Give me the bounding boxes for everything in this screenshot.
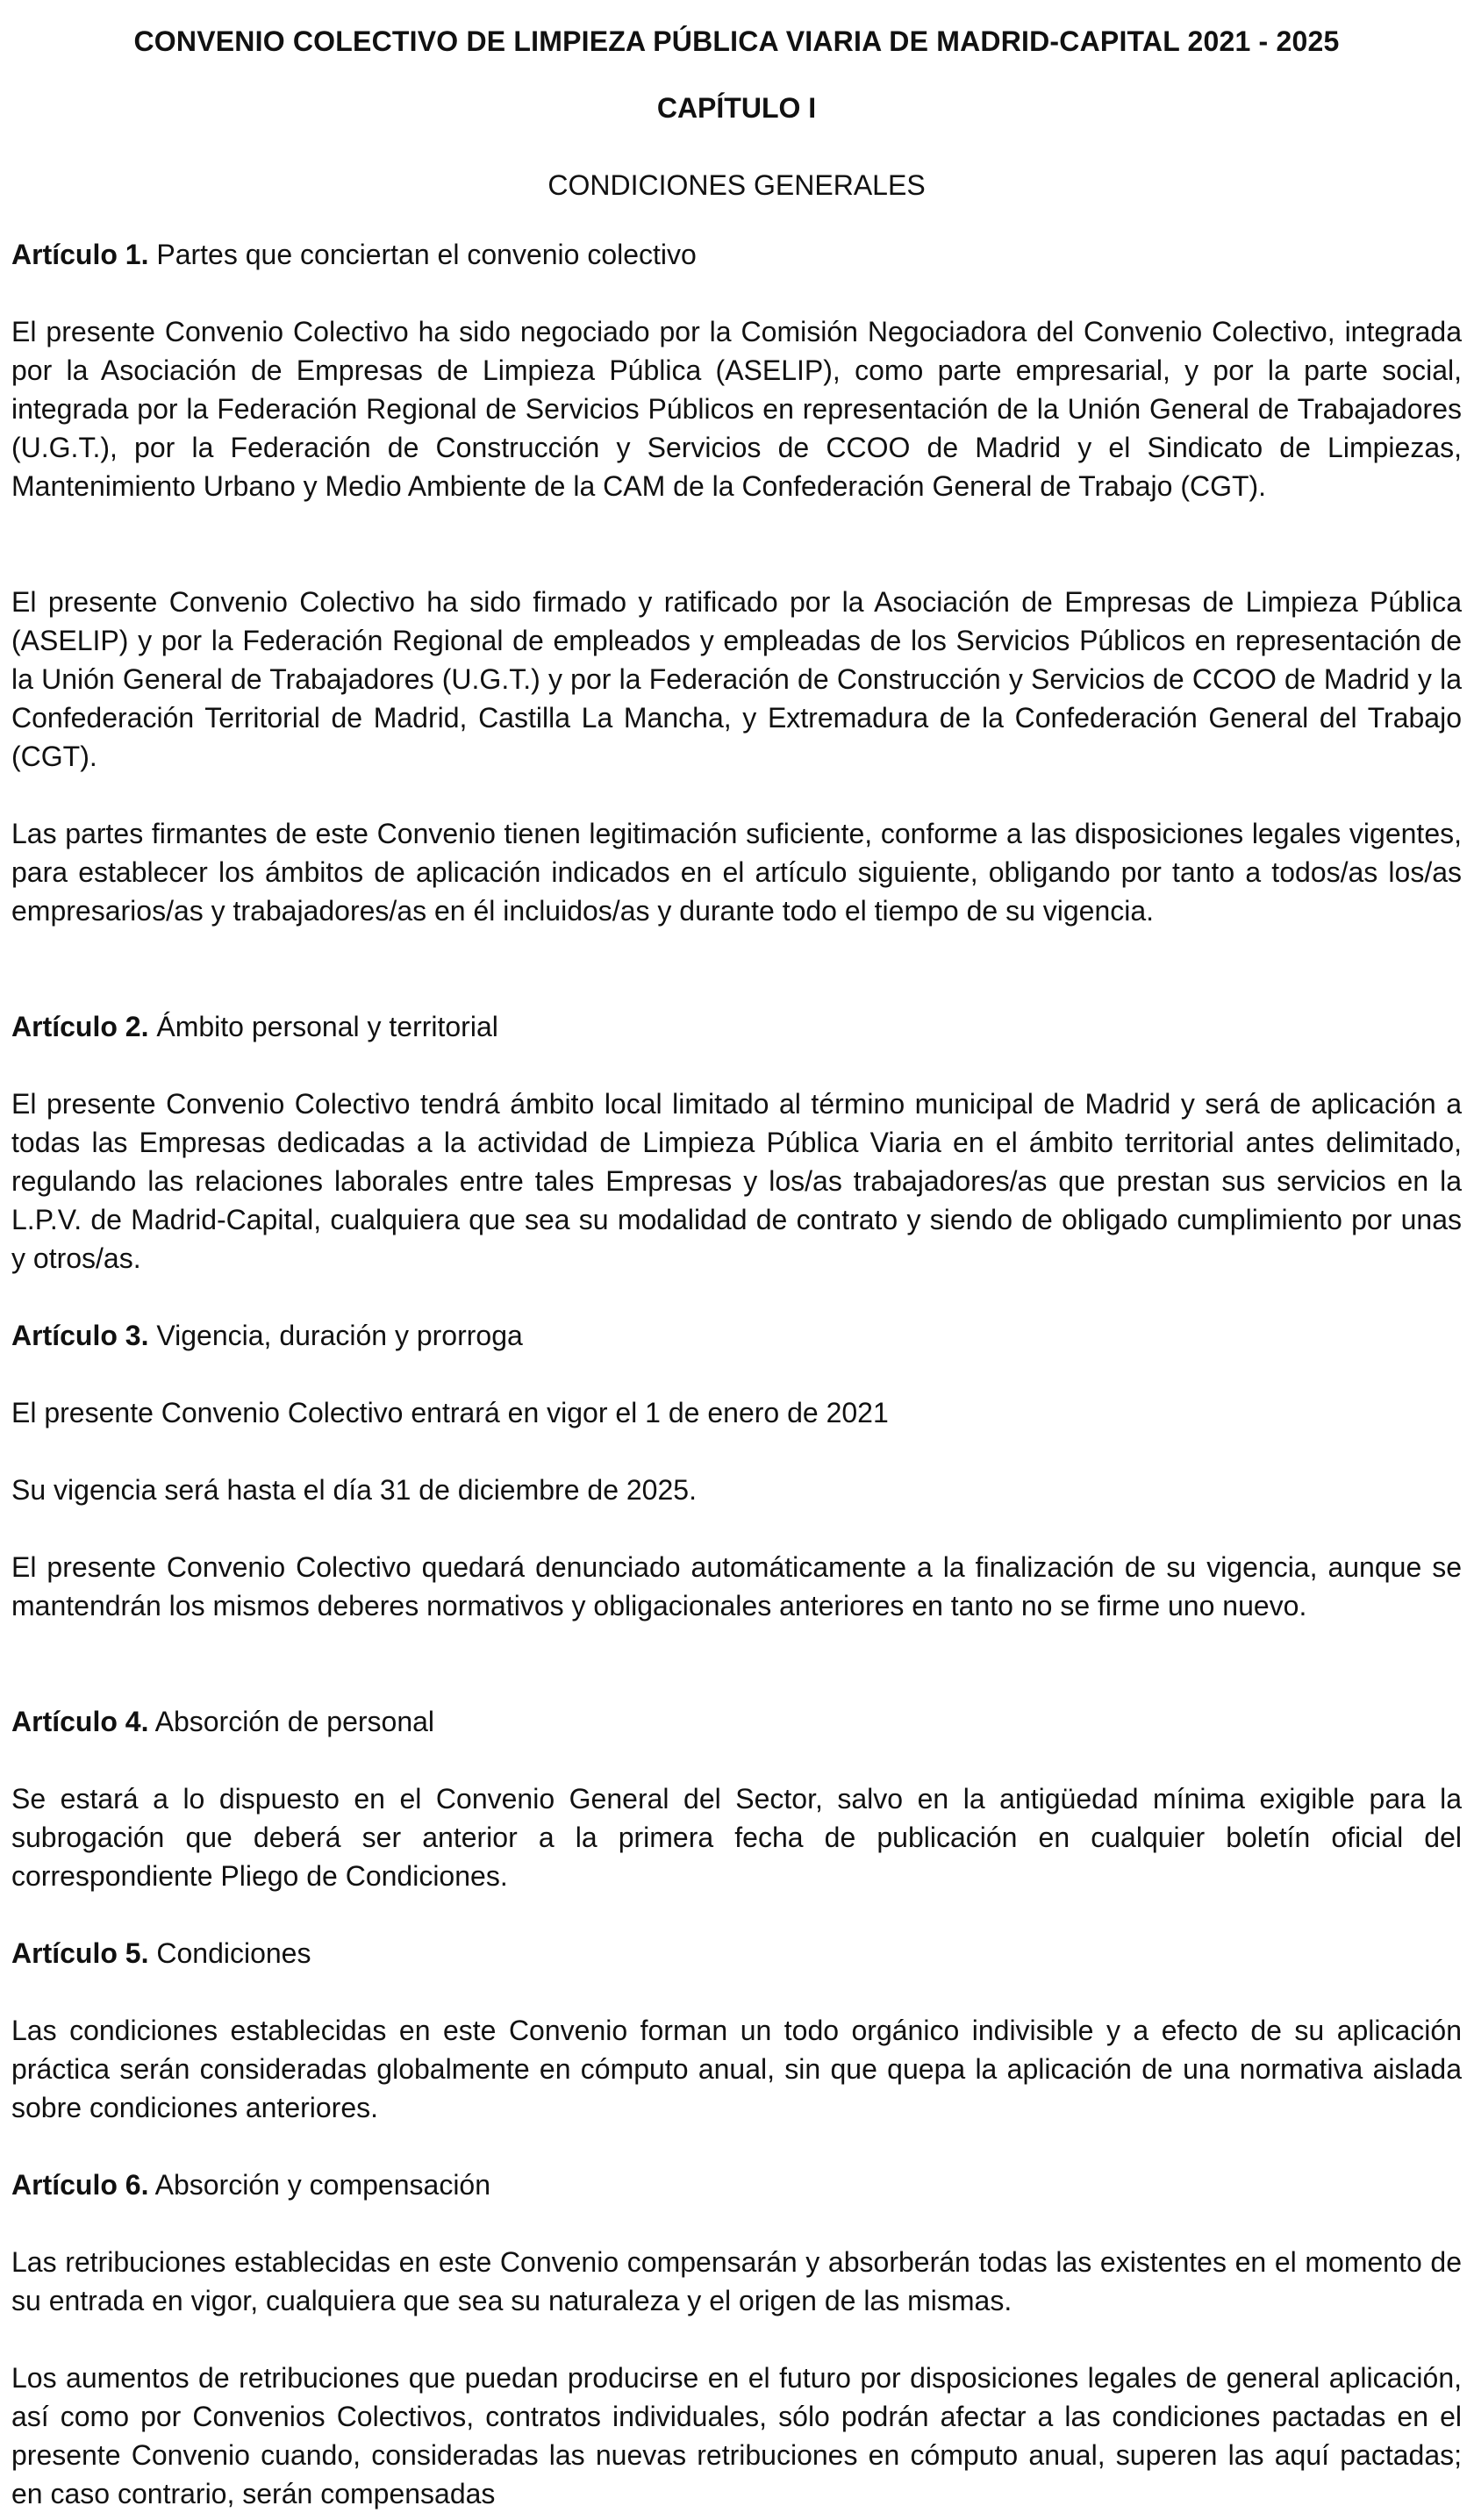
article-label: Artículo 5. (11, 1937, 149, 1969)
article-6-heading (11, 2166, 1462, 2204)
paragraph: El presente Convenio Colectivo tendrá ámbito local limitado al término municipal de Madrid y será de aplicación a todas las Empresas dedicadas a la actividad de Limpieza Pública Viaria en el ámbito territorial antes delimitado, regulando las relaciones laborales entre tales Empresas y los/as trabajadores/as que prestan sus servicios en la L.P.V. de Madrid-Capital, cualquiera que sea su modalidad de contrato y siendo de obligado cumplimiento por unas y otros/as. (11, 1088, 1462, 1274)
paragraph: Su vigencia será hasta el día 31 de diciembre de 2025. (11, 1474, 697, 1506)
article-3-heading (11, 1316, 1462, 1355)
article-title: Absorción de personal (148, 1706, 435, 1737)
article-label: Artículo 4. (11, 1706, 149, 1737)
article-5-heading (11, 1934, 1462, 1972)
paragraph: El presente Convenio Colectivo ha sido firmado y ratificado por la Asociación de Empresas de Limpieza Pública (ASELIP) y por la Federación Regional de empleados y empleadas de los Servicios Públicos en representación de la Unión General de Trabajadores (U.G.T.) y por la Federación de Construcción y Servicios de CCOO de Madrid y la Confederación Territorial de Madrid, Castilla La Mancha, y Extremadura de la Confederación General del Trabajo (CGT). (11, 586, 1462, 772)
paragraph: Las partes firmantes de este Convenio tienen legitimación suficiente, conforme a las disposiciones legales vigentes, para establecer los ámbitos de aplicación indicados en el artículo siguiente, obligando por tanto a todos/as los/as empresarios/as y trabajadores/as en él incluidos/as y durante todo el tiempo de su vigencia. (11, 818, 1462, 927)
chapter-title: CAPÍTULO I (656, 92, 817, 124)
paragraph: Se estará a lo dispuesto en el Convenio General del Sector, salvo en la antigüedad mínima exigible para la subrogación que deberá ser anterior a la primera fecha de publicación en cualquier boletín oficial del correspondiente Pliego de Condiciones. (11, 1783, 1462, 1892)
article-label: Artículo 6. (11, 2169, 149, 2201)
paragraph: El presente Convenio Colectivo ha sido negociado por la Comisión Negociadora del Convenio Colectivo, integrada por la Asociación de Empresas de Limpieza Pública (ASELIP), como parte empresarial, y por la parte social, integrada por la Federación Regional de Servicios Públicos en representación de la Unión General de Trabajadores (U.G.T.), por la Federación de Construcción y Servicios de CCOO de Madrid y el Sindicato de Limpiezas, Mantenimiento Urbano y Medio Ambiente de la CAM de la Confederación General de Trabajo (CGT). (11, 316, 1462, 502)
article-2-heading (11, 1007, 1462, 1046)
article-label: Artículo 3. (11, 1320, 149, 1351)
article-4-heading (11, 1702, 1462, 1741)
article-label: Artículo 1. (11, 239, 149, 270)
paragraph: El presente Convenio Colectivo quedará denunciado automáticamente a la finalización de su vigencia, aunque se mantendrán los mismos deberes normativos y obligacionales anteriores en tanto no se firme uno nuevo. (11, 1551, 1462, 1622)
paragraph: Las retribuciones establecidas en este Convenio compensarán y absorberán todas las existentes en el momento de su entrada en vigor, cualquiera que sea su naturaleza y el origen de las mismas. (11, 2246, 1462, 2316)
article-title: Absorción y compensación (148, 2169, 491, 2201)
article-title: Vigencia, duración y prorroga (148, 1320, 523, 1351)
paragraph: El presente Convenio Colectivo entrará en vigor el 1 de enero de 2021 (11, 1397, 889, 1428)
chapter-subtitle: CONDICIONES GENERALES (547, 169, 926, 201)
document-title: CONVENIO COLECTIVO DE LIMPIEZA PÚBLICA VIARIA DE MADRID-CAPITAL 2021 - 2025 (133, 25, 1340, 57)
article-label: Artículo 2. (11, 1011, 149, 1042)
article-title: Ámbito personal y territorial (148, 1011, 498, 1042)
paragraph: Los aumentos de retribuciones que puedan producirse en el futuro por disposiciones legales de general aplicación, así como por Convenios Colectivos, contratos individuales, sólo podrán afectar a las condiciones pactadas en el presente Convenio cuando, consideradas las nuevas retribuciones en cómputo anual, superen las aquí pactadas; en caso contrario, serán compensadas (11, 2362, 1462, 2509)
paragraph: Las condiciones establecidas en este Convenio forman un todo orgánico indivisible y a efecto de su aplicación práctica serán consideradas globalmente en cómputo anual, sin que quepa la aplicación de una normativa aislada sobre condiciones anteriores. (11, 2015, 1462, 2123)
article-1-heading (11, 235, 1462, 274)
article-title: Partes que conciertan el convenio colectivo (148, 239, 697, 270)
article-title: Condiciones (148, 1937, 311, 1969)
